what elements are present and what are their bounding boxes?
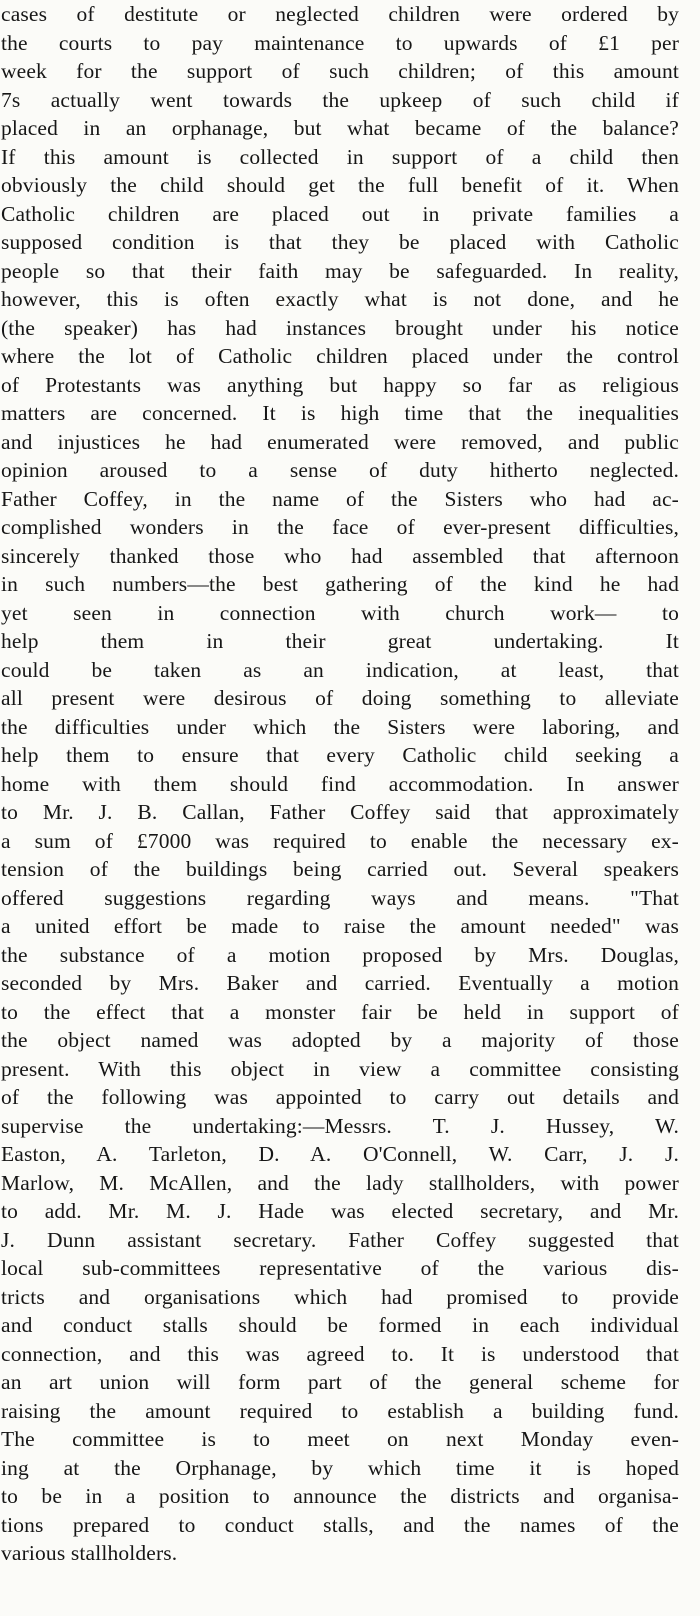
text-line: 7s actually went towards the upkeep of such child if (1, 87, 679, 112)
text-line: where the lot of Catholic children placed under the control (1, 344, 679, 368)
text-line: raising the amount required to establish a building fund. (1, 1398, 679, 1423)
text-line: the substance of a motion proposed by Mrs. Douglas, (1, 942, 679, 967)
text-line: the object named was adopted by a majority of those (1, 1028, 679, 1052)
text-line: and injustices he had enumerated were removed, and public (1, 429, 679, 454)
text-line: help them to ensure that every Catholic child seeking a (1, 743, 679, 767)
text-line: all present were desirous of doing something to alleviate (1, 686, 679, 710)
text-line: J. Dunn assistant secretary. Father Coffey suggested that (1, 1227, 679, 1252)
text-line: present. With this object in view a committee consisting (1, 1056, 679, 1081)
text-line: could be taken as an indication, at least, that (1, 657, 679, 682)
text-line: of the following was appointed to carry out details and (1, 1085, 679, 1109)
text-line: sincerely thanked those who had assembled that afternoon (1, 543, 679, 568)
text-line: Marlow, M. McAllen, and the lady stallholders, with power (1, 1170, 679, 1195)
text-line: connection, and this was agreed to. It is understood that (1, 1341, 679, 1366)
text-line: local sub-committees representative of the various dis- (1, 1256, 679, 1280)
text-line: The committee is to meet on next Monday even- (1, 1427, 679, 1451)
text-line: of Protestants was anything but happy so far as religious (1, 372, 679, 397)
text-line: matters are concerned. It is high time that the inequalities (1, 401, 679, 425)
text-line: complished wonders in the face of ever-present difficulties, (1, 515, 679, 539)
text-line: Father Coffey, in the name of the Sisters who had ac- (1, 486, 679, 511)
text-line: ing at the Orphanage, by which time it is hoped (1, 1455, 679, 1480)
text-line: tricts and organisations which had promised to provide (1, 1284, 679, 1309)
text-line: week for the support of such children; of this amount (1, 59, 679, 83)
text-line: to Mr. J. B. Callan, Father Coffey said that approximately (1, 800, 679, 824)
text-line: opinion aroused to a sense of duty hitherto neglected. (1, 458, 679, 482)
text-line: however, this is often exactly what is not done, and he (1, 287, 679, 311)
text-line: Catholic children are placed out in private families a (1, 201, 679, 226)
text-line: supervise the undertaking:—Messrs. T. J. Hussey, W. (1, 1113, 679, 1138)
text-line: offered suggestions regarding ways and means. "That (1, 885, 679, 910)
text-line: the courts to pay maintenance to upwards of £1 per (1, 30, 679, 55)
text-line: and conduct stalls should be formed in each individual (1, 1313, 679, 1337)
text-line: supposed condition is that they be placed with Catholic (1, 230, 679, 254)
text-line: a sum of £7000 was required to enable the necessary ex- (1, 828, 679, 853)
text-line: in such numbers—the best gathering of the kind he had (1, 572, 679, 596)
text-line: to be in a position to announce the districts and organisa- (1, 1484, 679, 1508)
article-column (1, 0, 679, 1568)
text-line: cases of destitute or neglected children were ordered by (1, 2, 679, 26)
text-line: tension of the buildings being carried out. Several speakers (1, 857, 679, 881)
text-line: placed in an orphanage, but what became of the balance? (1, 116, 679, 140)
text-line: help them in their great undertaking. It (1, 629, 679, 653)
text-line: seconded by Mrs. Baker and carried. Eventually a motion (1, 971, 679, 995)
text-line: yet seen in connection with church work— to (1, 600, 679, 625)
text-line: Easton, A. Tarleton, D. A. O'Connell, W. Carr, J. J. (1, 1142, 679, 1166)
text-line: tions prepared to conduct stalls, and the names of the (1, 1512, 679, 1537)
text-line: home with them should find accommodation. In answer (1, 771, 679, 796)
text-line: (the speaker) has had instances brought under his notice (1, 315, 679, 340)
text-line: people so that their faith may be safeguarded. In reality, (1, 258, 679, 283)
text-line: an art union will form part of the general scheme for (1, 1370, 679, 1394)
text-line: to the effect that a monster fair be held in support of (1, 999, 679, 1024)
text-line: the difficulties under which the Sisters were laboring, and (1, 714, 679, 739)
text-line: a united effort be made to raise the amount needed" was (1, 914, 679, 938)
text-line: to add. Mr. M. J. Hade was elected secretary, and Mr. (1, 1199, 679, 1223)
text-line: various stallholders. (1, 1541, 178, 1565)
text-line: obviously the child should get the full benefit of it. When (1, 173, 679, 197)
text-line: If this amount is collected in support of a child then (1, 144, 679, 169)
